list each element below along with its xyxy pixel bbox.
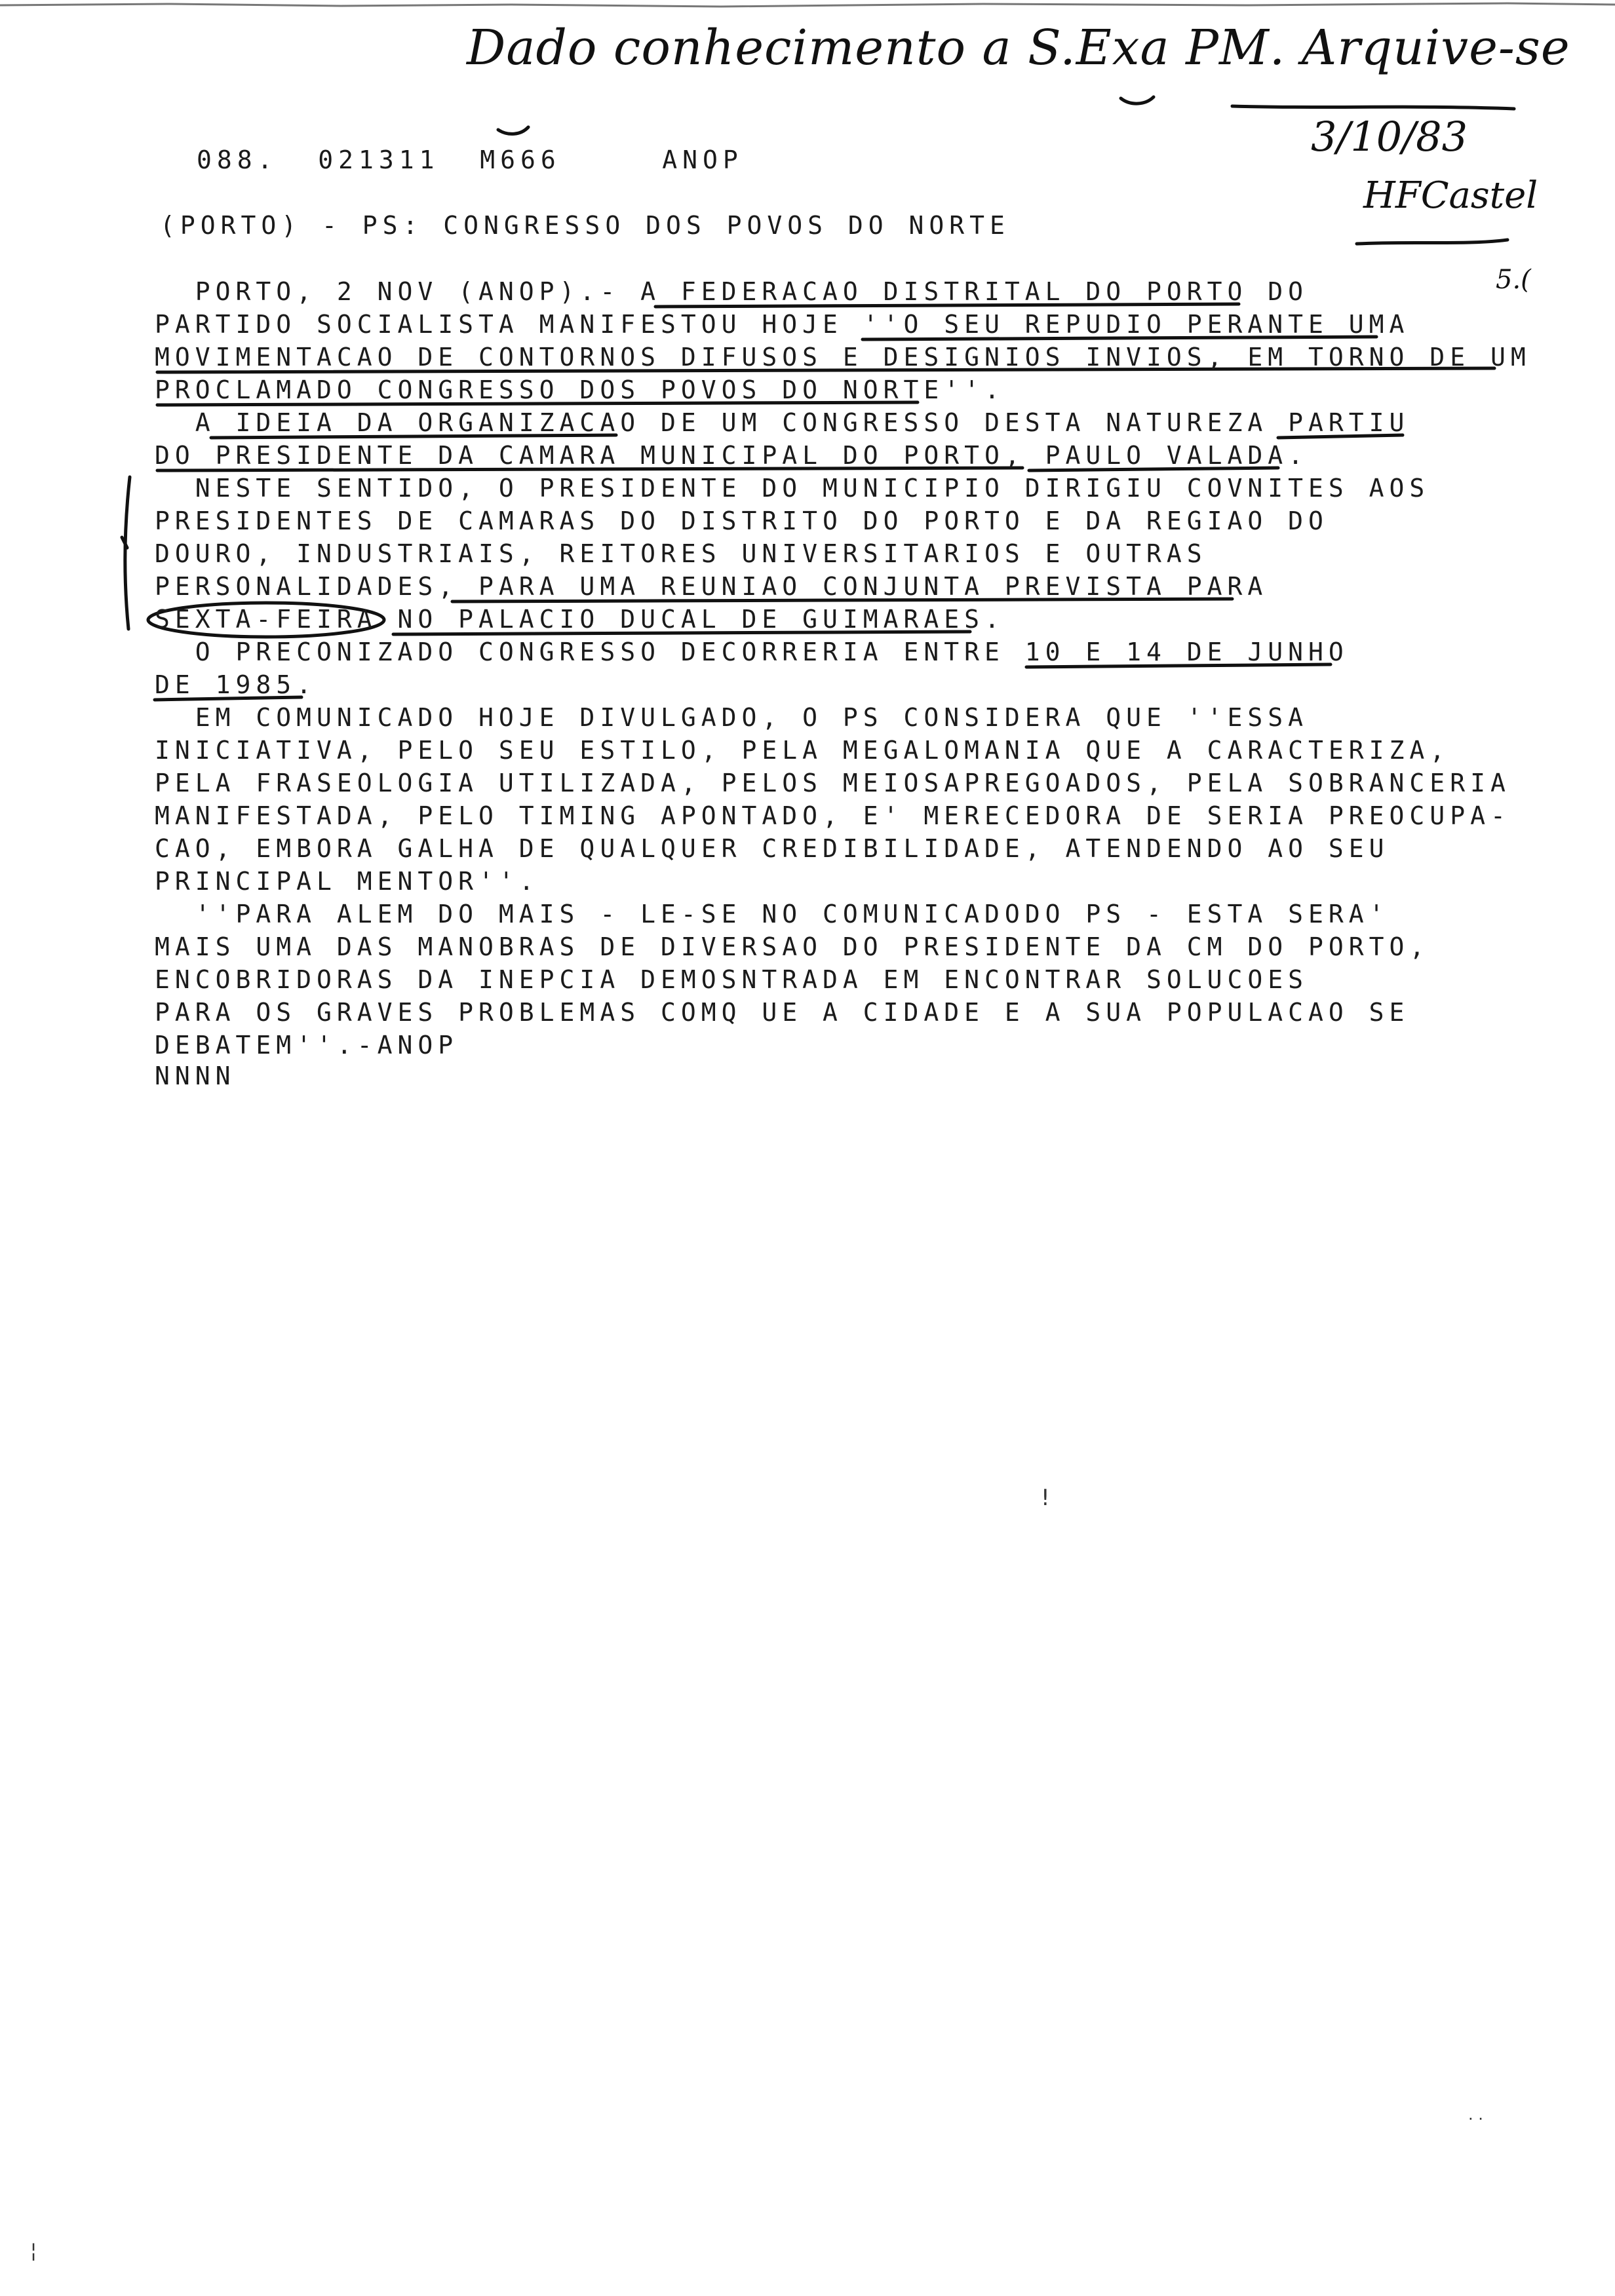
signature-underline — [1357, 240, 1508, 244]
paragraph-comunicado — [155, 701, 1511, 898]
scan-edge-artifact — [0, 0, 1615, 12]
text-line: DEBATEM''.-ANOP — [155, 1031, 459, 1060]
text-line: DO PRESIDENTE DA CAMARA MUNICIPAL DO PORTO, PAULO VALADA. — [155, 441, 1309, 470]
paragraph-federacao — [155, 275, 1531, 406]
hand-curl-2 — [1121, 97, 1154, 104]
text-line: PROCLAMADO CONGRESSO DOS POVOS DO NORTE''. — [155, 375, 1005, 404]
text-line: DE 1985. — [155, 670, 317, 699]
telex-title: (PORTO) - PS: CONGRESSO DOS POVOS DO NORTE — [160, 211, 1010, 240]
text-line: ENCOBRIDORAS DA INEPCIA DEMOSNTRADA EM ENCONTRAR SOLUCOES — [155, 965, 1309, 994]
margin-tick — [122, 537, 127, 548]
text-line: SEXTA-FEIRA NO PALACIO DUCAL DE GUIMARAES. — [155, 605, 1005, 634]
text-line: PRINCIPAL MENTOR''. — [155, 867, 539, 896]
text-line: ''PARA ALEM DO MAIS - LE-SE NO COMUNICADODO PS - ESTA SERA' — [155, 900, 1390, 928]
scan-speck: ! — [1041, 1485, 1050, 1511]
telex-end-mark: NNNN — [155, 1062, 236, 1090]
text-line: PORTO, 2 NOV (ANOP).- A FEDERACAO DISTRITAL DO PORTO DO — [155, 277, 1309, 306]
text-line: PARTIDO SOCIALISTA MANIFESTOU HOJE ''O SEU REPUDIO PERANTE UMA — [155, 310, 1410, 339]
text-line: INICIATIVA, PELO SEU ESTILO, PELA MEGALOMANIA QUE A CARACTERIZA, — [155, 736, 1450, 765]
text-line: O PRECONIZADO CONGRESSO DECORRERIA ENTRE 10 E 14 DE JUNHO — [155, 638, 1349, 666]
text-line: CAO, EMBORA GALHA DE QUALQUER CREDIBILIDADE, ATENDENDO AO SEU — [155, 834, 1390, 863]
text-line: MANIFESTADA, PELO TIMING APONTADO, E' MERECEDORA DE SERIA PREOCUPA- — [155, 801, 1511, 830]
text-line: PERSONALIDADES, PARA UMA REUNIAO CONJUNTA PREVISTA PARA — [155, 572, 1268, 601]
text-line: MOVIMENTACAO DE CONTORNOS DIFUSOS E DESIGNIOS INVIOS, EM TORNO DE UM — [155, 343, 1531, 372]
handwritten-margin-mark: 5.( — [1496, 265, 1531, 295]
note-underline — [1232, 106, 1514, 109]
text-line: A IDEIA DA ORGANIZACAO DE UM CONGRESSO DESTA NATUREZA PARTIU — [155, 408, 1410, 437]
hand-curl-1 — [498, 127, 528, 134]
text-line: PELA FRASEOLOGIA UTILIZADA, PELOS MEIOSAPREGOADOS, PELA SOBRANCERIA — [155, 769, 1511, 797]
scan-speck: · · — [1468, 2110, 1483, 2128]
text-line: NESTE SENTIDO, O PRESIDENTE DO MUNICIPIO DIRIGIU COVNITES AOS — [155, 474, 1430, 503]
scan-speck: ¦ — [30, 2240, 37, 2263]
margin-bracket — [125, 477, 130, 629]
paragraph-manobras — [155, 898, 1430, 1062]
handwritten-note: Dado conhecimento a S.Exa PM. Arquive-se — [467, 20, 1570, 76]
paragraph-ideia — [155, 406, 1409, 472]
text-line: MAIS UMA DAS MANOBRAS DE DIVERSAO DO PRESIDENTE DA CM DO PORTO, — [155, 932, 1430, 961]
text-line: PARA OS GRAVES PROBLEMAS COMQ UE A CIDADE E A SUA POPULACAO SE — [155, 998, 1410, 1027]
telex-header: 088. 021311 M666 ANOP — [197, 145, 743, 174]
text-line: EM COMUNICADO HOJE DIVULGADO, O PS CONSIDERA QUE ''ESSA — [155, 703, 1309, 732]
paragraph-datas — [155, 636, 1349, 701]
text-line: DOURO, INDUSTRIAIS, REITORES UNIVERSITARIOS E OUTRAS — [155, 539, 1207, 568]
paragraph-convites — [155, 472, 1430, 636]
handwritten-date: 3/10/83 — [1311, 113, 1468, 161]
handwritten-signature: HFCastel — [1363, 174, 1538, 217]
text-line: PRESIDENTES DE CAMARAS DO DISTRITO DO PORTO E DA REGIAO DO — [155, 507, 1329, 535]
